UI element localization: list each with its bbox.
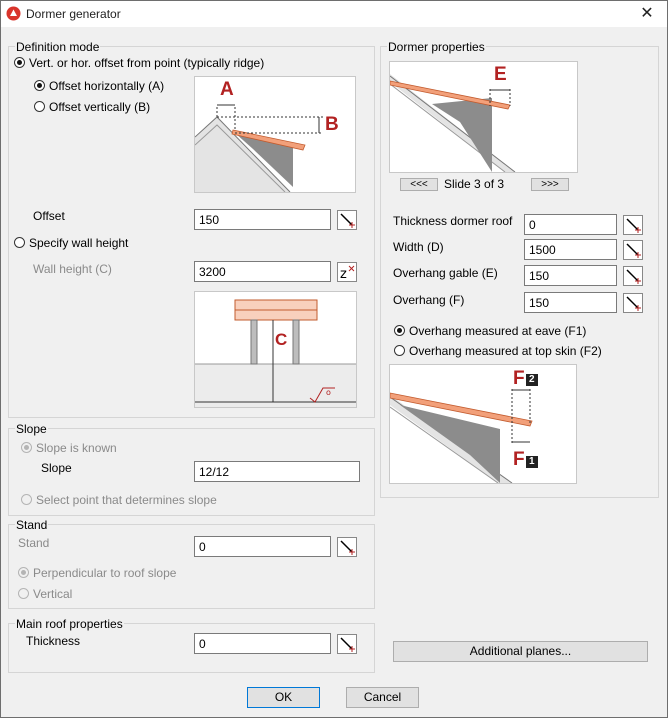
radio-measured-eave[interactable]: [394, 325, 405, 336]
close-icon[interactable]: ✕: [640, 5, 654, 22]
width-label: Width (D): [393, 240, 444, 254]
stand-label: Stand: [18, 536, 50, 550]
window-title: Dormer generator: [26, 7, 121, 21]
label-a: A: [220, 79, 234, 100]
radio-measured-top-label[interactable]: Overhang measured at top skin (F2): [409, 344, 602, 358]
definition-mode-label: Definition mode: [16, 40, 100, 54]
slope-label: Slope: [41, 461, 72, 475]
overhang-gable-label: Overhang gable (E): [393, 266, 498, 280]
radio-measured-top[interactable]: [394, 345, 405, 356]
additional-planes-button[interactable]: Additional planes...: [393, 641, 648, 662]
radio-slope-known-label[interactable]: Slope is known: [36, 441, 117, 455]
slope-group-label: Slope: [16, 422, 47, 436]
label-f2-badge: 2: [526, 374, 538, 386]
offset-input[interactable]: [194, 209, 331, 230]
radio-offset-horizontally-label[interactable]: Offset horizontally (A): [49, 79, 165, 93]
label-e: E: [494, 64, 507, 85]
radio-vert-hor-offset[interactable]: [14, 57, 25, 68]
svg-text:o: o: [326, 388, 331, 397]
overhang-label: Overhang (F): [393, 293, 465, 307]
pick-point-icon[interactable]: [623, 293, 643, 313]
pick-point-icon[interactable]: [337, 537, 357, 557]
radio-offset-vertically-label[interactable]: Offset vertically (B): [49, 100, 151, 114]
dormer-slide-drawing: [390, 62, 577, 172]
overhang-diagram: [389, 364, 577, 484]
svg-text:z: z: [340, 267, 347, 282]
offset-label: Offset: [33, 209, 65, 223]
radio-specify-wall-height-label[interactable]: Specify wall height: [29, 236, 129, 250]
prev-slide-button[interactable]: <<<: [400, 178, 438, 191]
pick-point-icon[interactable]: [337, 210, 357, 230]
radio-offset-vertically[interactable]: [34, 101, 45, 112]
pick-point-icon[interactable]: [623, 240, 643, 260]
wall-height-label: Wall height (C): [33, 262, 112, 276]
z-pick-icon[interactable]: [337, 262, 357, 282]
label-f1-badge: 1: [526, 456, 538, 468]
overhang-diagram-drawing: [390, 365, 576, 483]
label-f1: F: [513, 449, 525, 470]
radio-measured-eave-label[interactable]: Overhang measured at eave (F1): [409, 324, 587, 338]
label-c: C: [275, 330, 288, 349]
stand-input[interactable]: [194, 536, 331, 557]
ok-button[interactable]: OK: [247, 687, 320, 708]
dormer-properties-label: Dormer properties: [388, 40, 485, 54]
pick-point-icon[interactable]: [623, 266, 643, 286]
cancel-button[interactable]: Cancel: [346, 687, 419, 708]
radio-select-point-slope[interactable]: [21, 494, 32, 505]
wall-height-diagram: [194, 291, 357, 408]
radio-vertical[interactable]: [18, 588, 29, 599]
overhang-input[interactable]: [524, 292, 617, 313]
thickness-label: Thickness: [26, 634, 81, 648]
slide-indicator: Slide 3 of 3: [444, 177, 505, 191]
pick-point-icon[interactable]: [623, 215, 643, 235]
stand-group-label: Stand: [16, 518, 48, 532]
label-b: B: [325, 114, 339, 135]
next-slide-button[interactable]: >>>: [531, 178, 569, 191]
radio-specify-wall-height[interactable]: [14, 237, 25, 248]
main-roof-group-label: Main roof properties: [16, 617, 123, 631]
app-logo-icon: [6, 6, 21, 21]
width-input[interactable]: [524, 239, 617, 260]
radio-offset-horizontally[interactable]: [34, 80, 45, 91]
radio-perpendicular[interactable]: [18, 567, 29, 578]
title-bar: [1, 1, 667, 27]
dormer-thickness-label: Thickness dormer roof: [393, 214, 513, 228]
thickness-input[interactable]: [194, 633, 331, 654]
offset-diagram: [194, 76, 356, 193]
radio-select-point-slope-label[interactable]: Select point that determines slope: [36, 493, 217, 507]
slope-input[interactable]: [194, 461, 360, 482]
pick-point-icon[interactable]: [337, 634, 357, 654]
radio-vert-hor-offset-label[interactable]: Vert. or hor. offset from point (typically ridge): [29, 56, 265, 70]
label-f2: F: [513, 368, 525, 389]
radio-vertical-label[interactable]: Vertical: [33, 587, 73, 601]
wall-height-input[interactable]: [194, 261, 331, 282]
dormer-slide-image: [389, 61, 578, 173]
radio-perpendicular-label[interactable]: Perpendicular to roof slope: [33, 566, 177, 580]
overhang-gable-input[interactable]: [524, 265, 617, 286]
radio-slope-known[interactable]: [21, 442, 32, 453]
dormer-thickness-input[interactable]: [524, 214, 617, 235]
